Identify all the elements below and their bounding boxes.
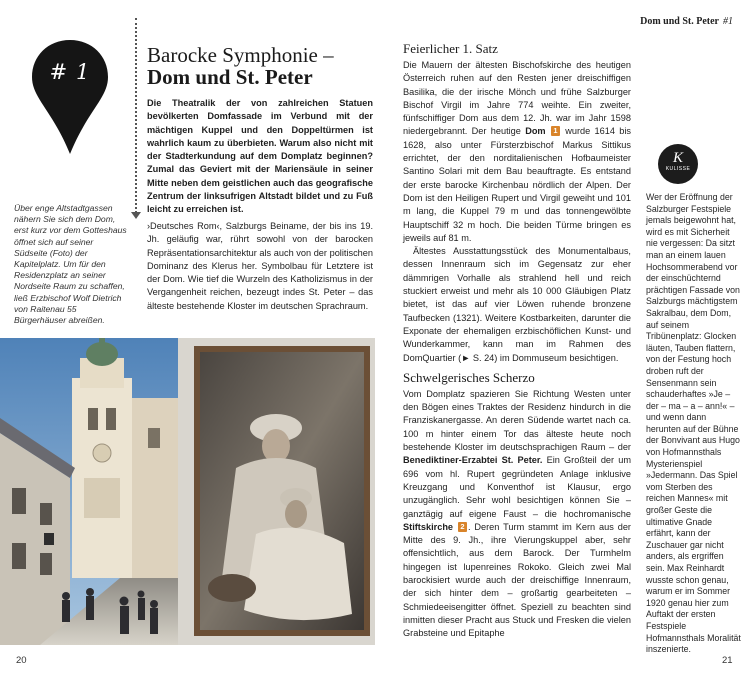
title-line-1: Barocke Symphonie – [147, 43, 334, 67]
dom-term: Dom [525, 126, 546, 137]
text-run: Vom Domplatz spazieren Sie Richtung Westen unter den Bögen eines Traktes der Residenz hindurch in die Franziskanergasse. An deren Südende wartet nach ca. 100 m hinter einem Tor das älteste heute noch bestehende Kloster im deutschsprachigen Raum – der [403, 388, 631, 453]
paragraph: Ältestes Ausstattungsstück des Monumentalbaus, dessen Innenraum sich im Gegensatz zur eher dämmrigen Vorhalle als strahlend hell und reich stuckiert erweist und mehr als 10 000 Gläubigen Platz bietet, ist das auf vier Löwen ruhende bronzene Taufbecken (1321). Weitere Kostbarkeiten, darunter die Exponate der ehemaligen erzbischöflichen Kunst- und Wunderkammer, kann man im Rahmen des DomQuartier (► S. 24) im Dommuseum besichtigen. [403, 246, 631, 363]
page-number-left: 20 [16, 655, 27, 666]
map-marker-badge-2: 2 [458, 522, 467, 532]
kulisse-badge [658, 144, 698, 184]
page-title [147, 44, 367, 89]
right-page [375, 0, 750, 679]
location-pin-icon [30, 38, 110, 156]
kulisse-letter: K [672, 150, 683, 166]
kulisse-word: KULISSE [665, 166, 691, 172]
running-header-number: #1 [723, 16, 733, 27]
text-run: . Deren Turm stammt im Kern aus der Mitte des 9. Jh., ihre Vierungskuppel aber, sehr offensichtlich, aus dem Barock. Der Turmhelm hingegen ist lupenreines Rokoko. Gleich zwei Mal barockisiert wurde auch der dreischiffige Innenraum, der sich hinter dem – großartig gearbeiteten – Schmiedeeisengitter öffnet. Speziell zu beachten sind inmitten dieser Pracht aus Stuck und Fresken die vielen Grabsteine und Epitaphe [403, 521, 631, 639]
stiftskirche-term: Stiftskirche [403, 521, 454, 532]
paragraph [403, 388, 631, 641]
page-number-right: 21 [722, 655, 733, 666]
text-run: Ein Großteil der um 696 vom hl. Rupert gegründeten Anlage inklusive Kreuzgang und Konventhof ist Klausur, ergo unzugänglich. Sehr wohl besichtigen können Sie – ganztägig auf eigene Faust – die hochromanische [403, 455, 631, 519]
erzabtei-term: Benediktiner-Erzabtei St. Peter. [403, 455, 543, 466]
section-heading-2: Schwelgerisches Scherzo [403, 369, 535, 385]
paragraph [403, 59, 631, 245]
map-marker-badge-1: 1 [551, 126, 560, 136]
photo-caption: Über enge Altstadtgassen nähern Sie sich dem Dom, erst kurz vor dem Gotteshaus öffnet sich auf seiner Südseite (Foto) der Kapitelplatz. Um für den Residenzplatz an seiner Nordseite Raum zu schaffen, ließ Erzbischof Wolf Dietrich von Raitenau 55 Bürgerhäuser abreißen. [14, 203, 127, 326]
title-line-2: Dom und St. Peter [147, 65, 313, 89]
dotted-divider [135, 18, 137, 213]
text-run: Die Mauern der ältesten Bischofskirche des heutigen Österreich ruhen auf den Resten jener dreischiffigen Basilika, die der irische Mönch und frühe Salzburger Bischof Virgil im Jahre 774 weihte. Ein zweiter, fünfschiffiger Dom aus dem 12. Jh. war im Jahr 1598 niedergebrannt. Der heutige [403, 60, 631, 137]
running-header-title: Dom und St. Peter [640, 16, 719, 27]
body-paragraph: ›Deutsches Rom‹, Salzburgs Beiname, der bis ins 19. Jh. geläufig war, rührt sowohl von der barocken Repräsentationsarchitektur als auch von der politischen Dominanz des Klerus her. Symbolbau für Letztere ist der Dom. Wie tief die Wurzeln des Katholizismus in der Vergangenheit reichen, bezeugt indes St. Peter – das älteste bestehende Kloster im deutschen Sprachraum. [147, 221, 373, 311]
section-heading-1: Feierlicher 1. Satz [403, 41, 498, 56]
cathedral-photo [0, 338, 375, 645]
running-header [640, 16, 733, 27]
main-column [403, 41, 631, 640]
text-run: wurde 1614 bis 1628, also unter Fürsterzbischof Markus Sittikus errichtet, der den norditalienischen Hofbaumeister Santino Solari mit dem Bau beauftragte. Es entstand der erste barocke Kirchenbau nördlich der Alpen. Der Dom ist den Heiligen Rupert und Virgil geweiht und 101 m lang, die Kuppel 79 m und das tonnengewölbte Hauptschiff 32 m hoch. Die beiden Türme bringen es jeweils auf 81 m. [403, 126, 631, 243]
pin-number: # 1 [49, 60, 91, 84]
sidebar-text: Wer der Eröffnung der Salzburger Festspiele jemals beigewohnt hat, wird es mit Sicherheit nie vergessen: Da sitzt man an einem lauen Hochsommerabend vor der einschüchternd prächtigen Fassade von Salzburgs mächtigstem Sakralbau, dem Dom, auf seinem Tribünenplatz: Glocken läuten, Tauben flattern, von der Festung hoch droben ruft der Sensenmann sein schauderhaftes »Je – der – ma – a – ann!« – und wenn dann herunten auf der Bühne der Bonvivant aus Hugo von Hofmannsthals Mysterienspiel »Jedermann. Das Spiel vom Sterben des reichen Mannes« mit großer Geste die ultimative Gnade erfährt, kann der Zuschauer gar nicht anders, als ergriffen sein. Max Reinhardt wusste schon genau, warum er im Sommer 1920 genau hier zum Auftakt der ersten Festspiele Hofmannsthals Moralität inszenierte. [646, 192, 741, 655]
intro-paragraph: Die Theatralik der von zahlreichen Statuen bevölkerten Domfassade im Verbund mit der mächtigen Kuppel und den Doppeltürmen ist wahrlich kaum zu überbieten. Warum also nicht mit der Stadterkundung auf dem Domplatz beginnen? Zumal das Geviert mit der Mariensäule in seiner Mitte neben dem geistlichen auch das geografische Zentrum der linksufrigen Altstadt bildet und zu Fuß leicht zu erreichen ist. [147, 98, 373, 215]
